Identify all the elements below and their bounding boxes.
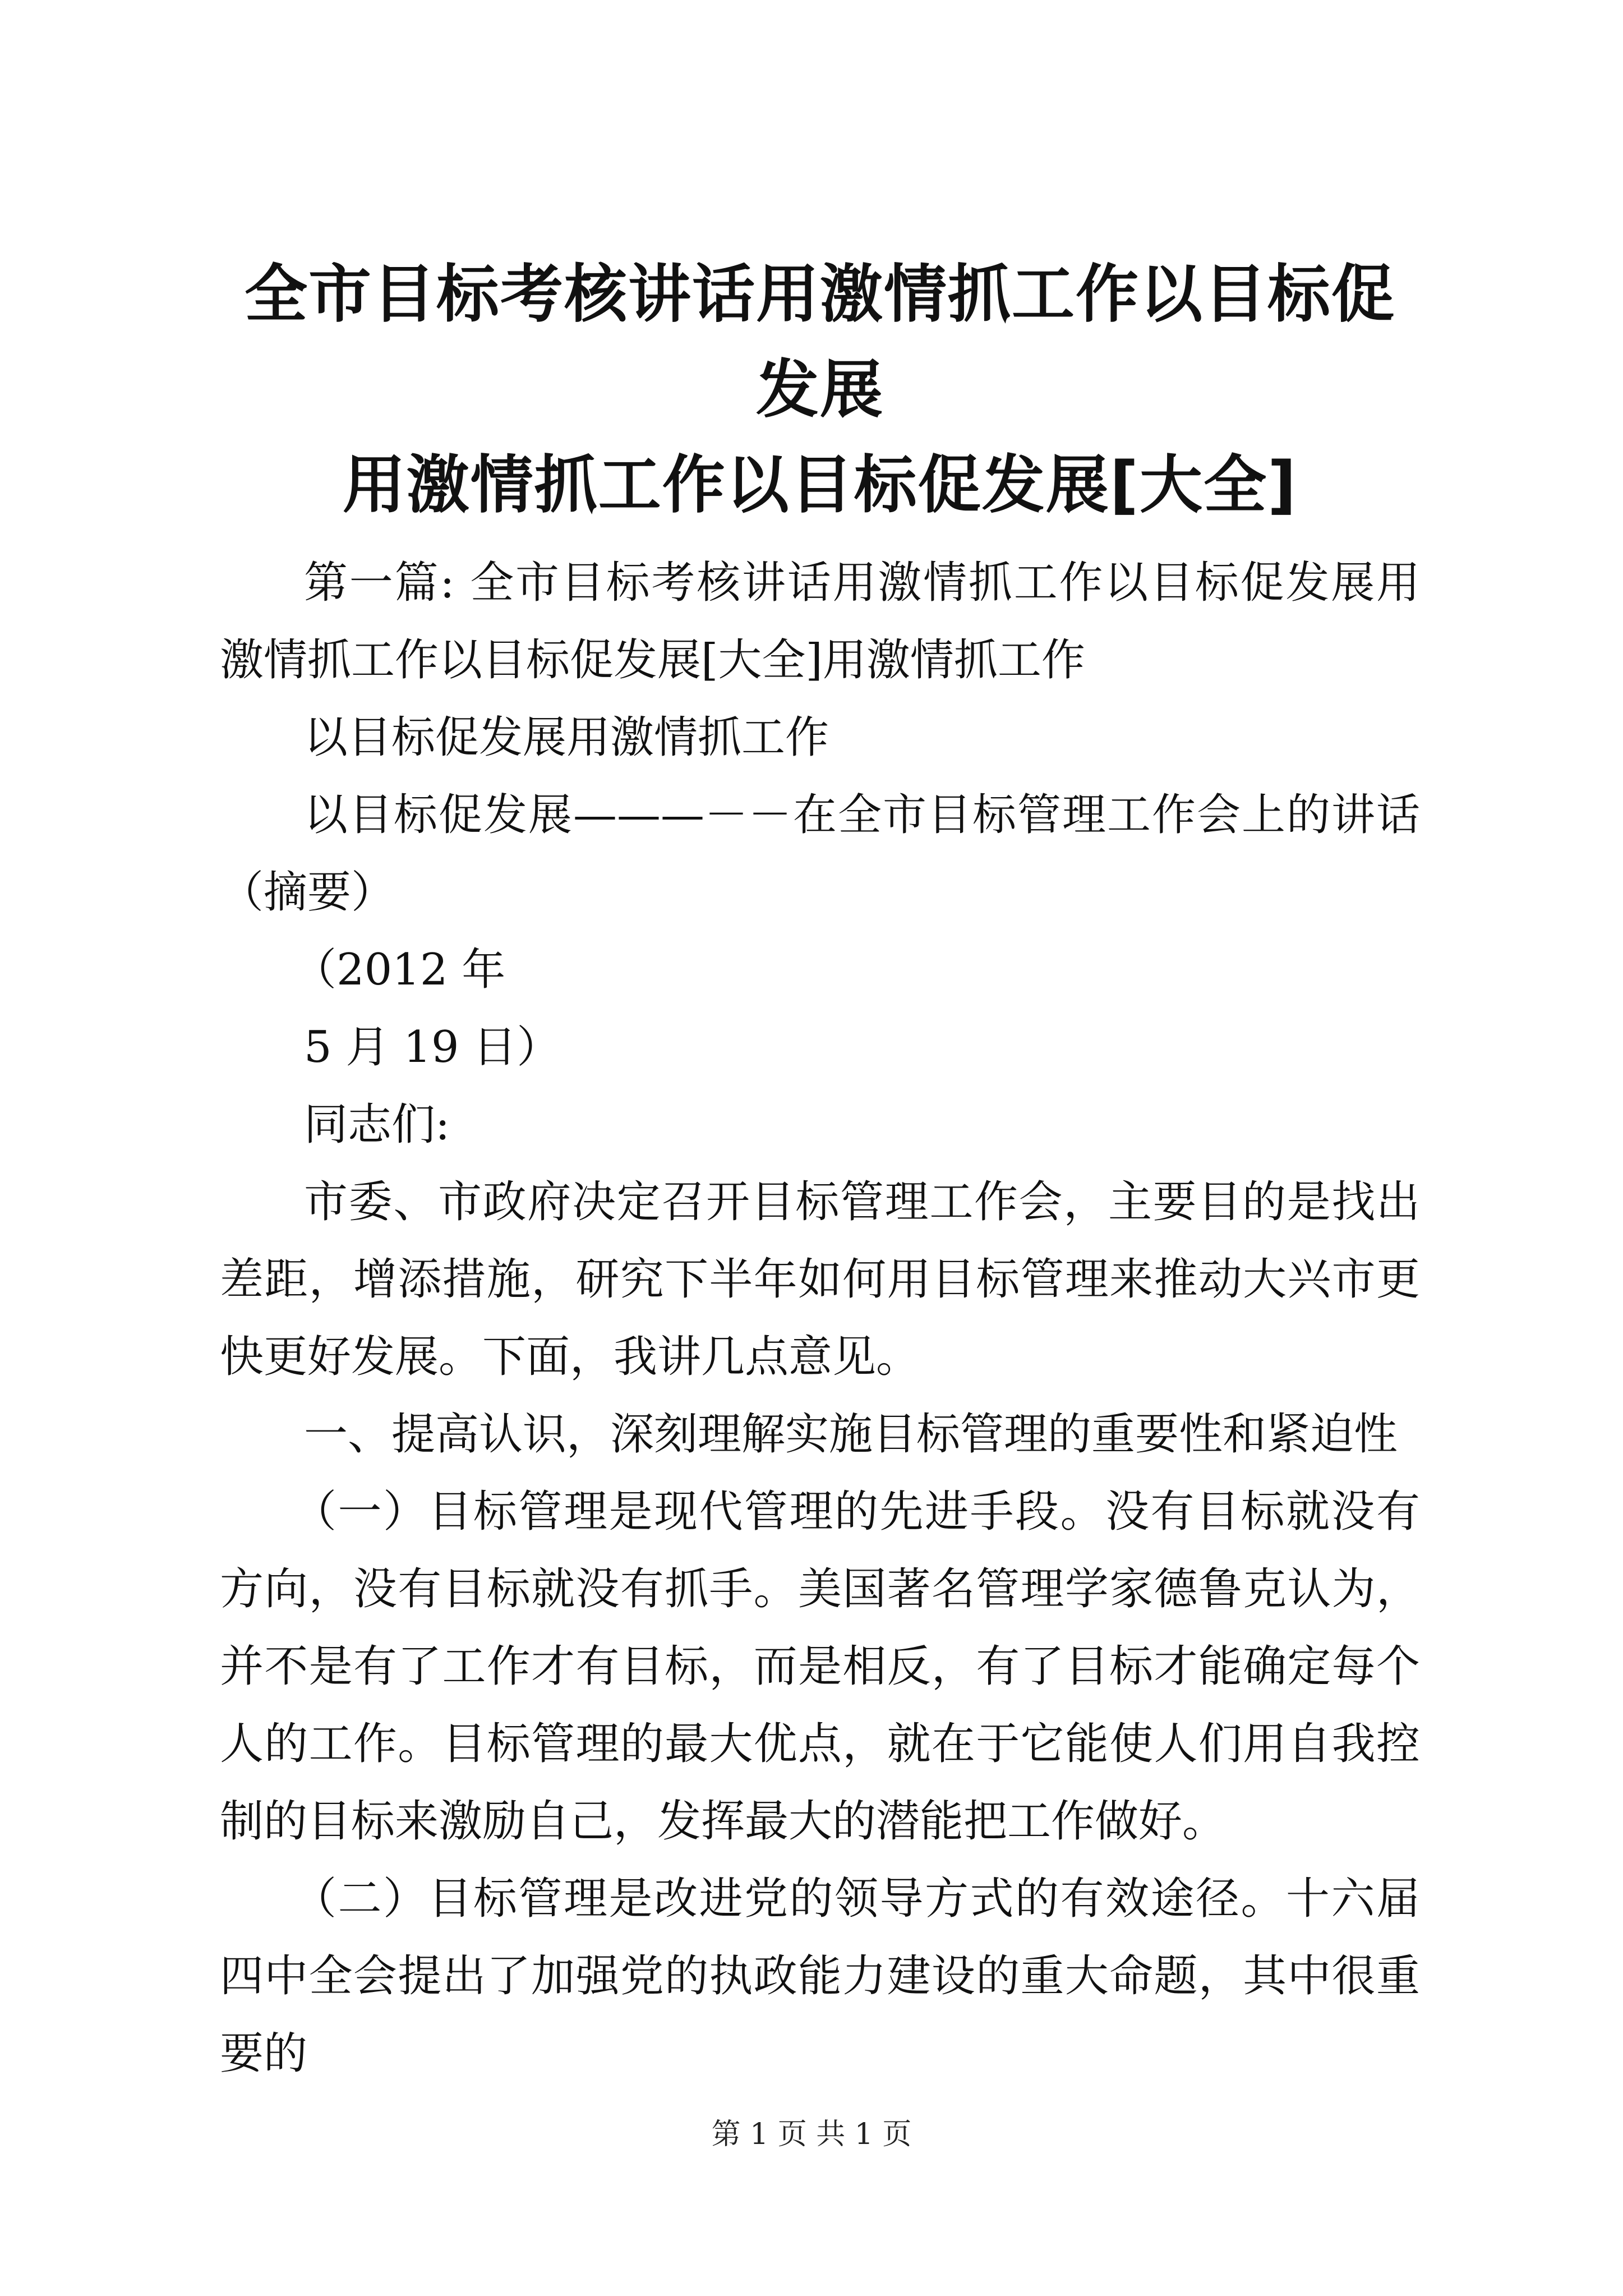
document-body	[220, 544, 1420, 2092]
paragraph: 一、提高认识，深刻理解实施目标管理的重要性和紧迫性	[304, 1409, 1398, 1460]
paragraph: （一）目标管理是现代管理的先进手段。没有目标就没有方向，没有目标就没有抓手。美国著名管理学家德鲁克认为，并不是有了工作才有目标，而是相反，有了目标才能确定每个人的工作。目标管理的最大优点，就在于它能使人们用自我控制的目标来激励自己，发挥最大的潜能把工作做好。	[220, 1487, 1420, 1847]
paragraph: 以目标促发展———－－在全市目标管理工作会上的讲话（摘要）	[220, 790, 1420, 918]
paragraph: （二）目标管理是改进党的领导方式的有效途径。十六届四中全会提出了加强党的执政能力建设的重大命题，其中很重要的	[220, 1874, 1420, 2079]
page-footer: 第 1 页 共 1 页	[711, 2118, 912, 2151]
title-line-1: 全市目标考核讲话用激情抓工作以目标促发展	[245, 258, 1395, 426]
document-title	[220, 247, 1420, 533]
paragraph: 同志们:	[304, 1099, 450, 1150]
paragraph: 第一篇: 全市目标考核讲话用激情抓工作以目标促发展用激情抓工作以目标促发展[大全]用激情抓工作	[220, 558, 1420, 685]
document-content	[220, 247, 1420, 2092]
title-line-2: 用激情抓工作以目标促发展[大全]	[342, 449, 1298, 522]
paragraph: 5 月 19 日）	[304, 1022, 561, 1073]
paragraph: 以目标促发展用激情抓工作	[304, 712, 829, 763]
paragraph: （2012 年	[293, 945, 506, 995]
paragraph: 市委、市政府决定召开目标管理工作会，主要目的是找出差距，增添措施，研究下半年如何用目标管理来推动大兴市更快更好发展。下面，我讲几点意见。	[220, 1177, 1420, 1382]
